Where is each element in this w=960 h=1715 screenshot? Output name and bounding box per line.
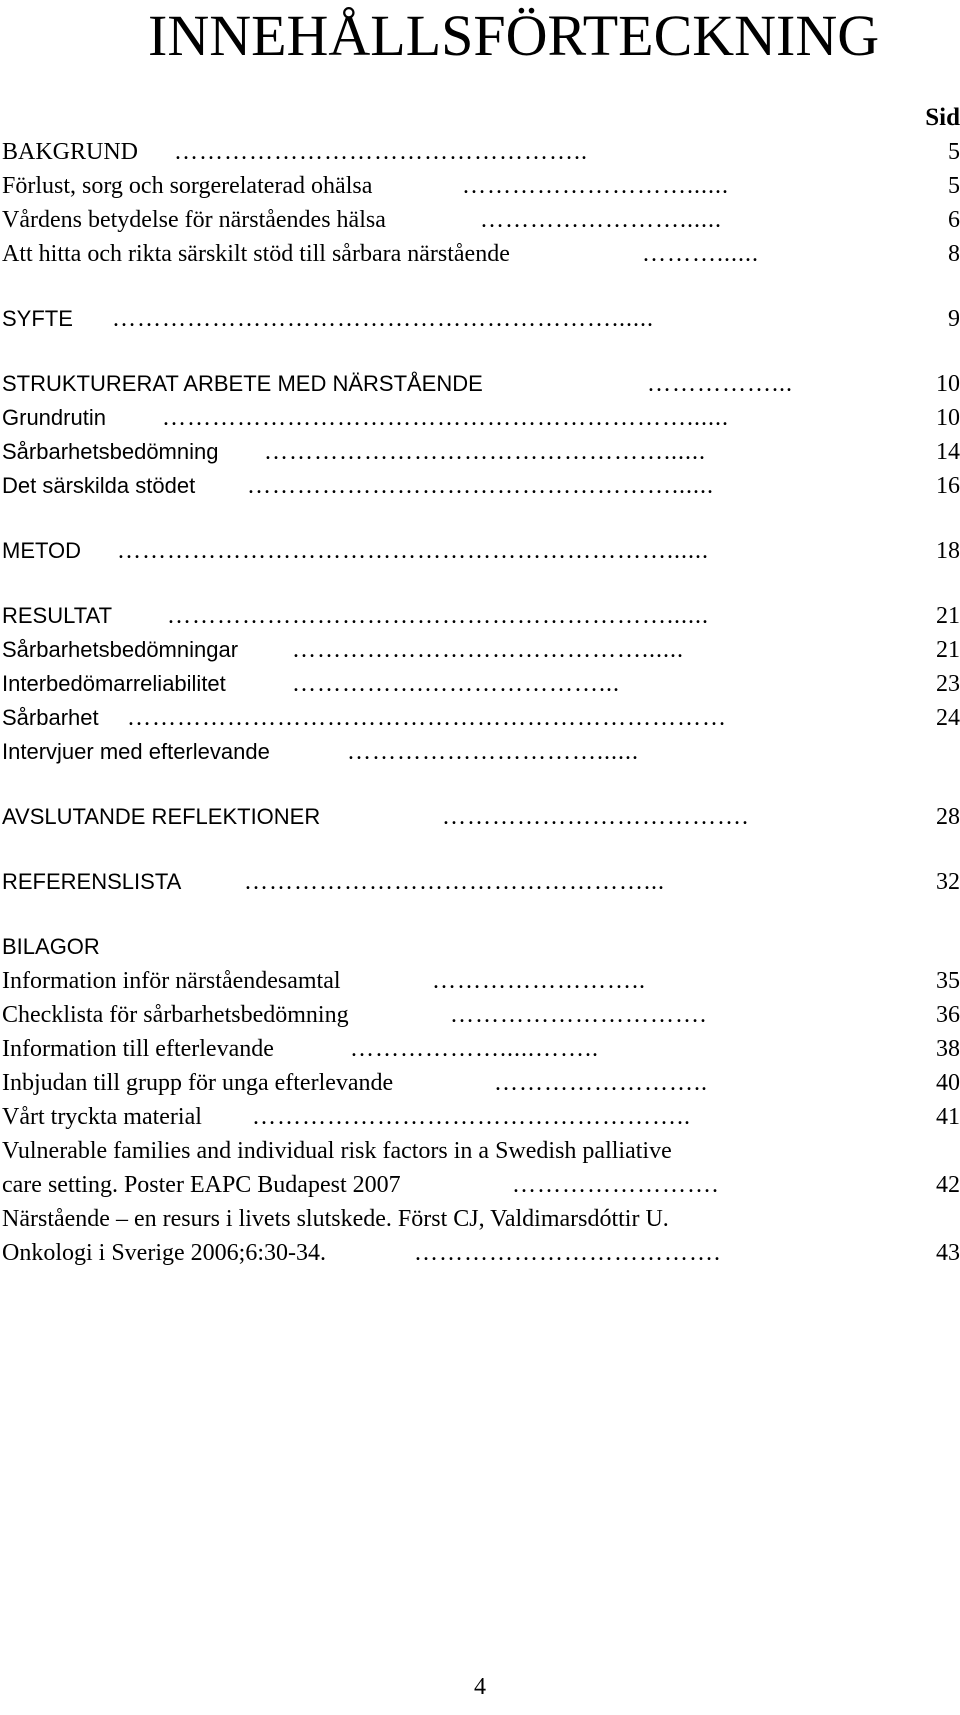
toc-label: BAKGRUND [2,139,139,165]
toc-page: 5 [948,139,960,165]
toc-page: 42 [936,1172,960,1198]
toc-leader: …………………………………………….. [252,1104,691,1130]
toc-entry-forlust [2,169,960,203]
toc-label: STRUKTURERAT ARBETE MED NÄRSTÅENDE [2,371,483,396]
toc-leader: ………………………………. [414,1240,721,1266]
toc-leader: ………...... [642,241,759,267]
toc-entry-bilagor [2,930,960,964]
toc-entry-information-till [2,1032,960,1066]
toc-entry-intervjuer [2,735,960,769]
toc-entry-bakgrund [2,135,960,169]
toc-entry-poster-eapc [2,1168,960,1202]
toc-leader: ……………... [647,371,793,397]
toc-label: AVSLUTANDE REFLEKTIONER [2,804,321,829]
toc-page: 40 [936,1070,960,1096]
toc-label: Närstående – en resurs i livets slutskede. Först CJ, Valdimarsdóttir U. [2,1206,669,1232]
page-title: INNEHÅLLSFÖRTECKNING [148,3,880,68]
toc-page: 10 [936,371,960,397]
toc-page: 18 [936,538,960,564]
toc-leader: ………………………………………….. [174,139,588,165]
toc-leader: …………………………………………………………...... [117,538,709,564]
toc-label: Information inför närståendesamtal [2,968,341,994]
toc-page: 6 [948,207,960,233]
toc-entry-checklista [2,998,960,1032]
toc-entry-syfte [2,302,960,336]
toc-page: 36 [936,1002,960,1028]
toc-label: Sårbarhetsbedömning [2,439,219,464]
toc-entry-referenslista [2,865,960,899]
toc-entry-narstaende-resurs [2,1202,960,1236]
toc-leader: …………………………. [450,1002,707,1028]
toc-leader: ……………………...... [480,207,722,233]
toc-leader: ……………………………………………………………… [127,705,727,731]
toc-label: Vulnerable families and individual risk factors in a Swedish palliative [2,1138,672,1164]
toc-label: Interbedömarreliabilitet [2,671,226,696]
toc-page: 43 [936,1240,960,1266]
toc-label: Sårbarhet [2,705,99,730]
toc-page: 35 [936,968,960,994]
toc-entry-inbjudan [2,1066,960,1100]
toc-page: 24 [936,705,960,731]
toc-leader: ……………………………………………...... [247,473,714,499]
toc-label: Det särskilda stödet [2,473,196,498]
toc-leader: ……………………………………………………...... [167,603,709,629]
toc-label: Att hitta och rikta särskilt stöd till sårbara närstående [2,241,510,267]
toc-entry-sarbarhet [2,701,960,735]
toc-leader: …………………………...... [347,739,639,765]
toc-label: Inbjudan till grupp för unga efterlevande [2,1070,394,1096]
toc-leader: ……………………………………………………...... [112,306,654,332]
toc-entry-onkologi [2,1236,960,1270]
toc-leader: ………………………...... [462,173,729,199]
toc-page: 14 [936,439,960,465]
toc-page: 5 [948,173,960,199]
page-number: 4 [474,1674,486,1700]
toc-page: 38 [936,1036,960,1062]
page-column-header: Sid [925,104,960,131]
toc-page: 16 [936,473,960,499]
toc-entry-grundrutin [2,401,960,435]
toc-label: Onkologi i Sverige 2006;6:30-34. [2,1240,326,1266]
toc-label: METOD [2,538,82,563]
toc-entry-vardens-betydelse [2,203,960,237]
toc-leader: ………………………………. [442,804,749,830]
toc-page: 41 [936,1104,960,1130]
toc-leader: …………………………………………... [244,869,665,895]
toc-entry-sarbarhetsbedomningar [2,633,960,667]
toc-leader: ……………………. [512,1172,719,1198]
toc-entry-interbedomarreliabilitet [2,667,960,701]
toc-page: 21 [936,603,960,629]
toc-leader: …………….…………………... [292,671,620,697]
toc-entry-strukturerat-arbete [2,367,960,401]
toc-leader: …………………….. [494,1070,708,1096]
toc-page: 9 [948,306,960,332]
toc-label: Vårt tryckta material [2,1104,202,1130]
toc-label: Vårdens betydelse för närståendes hälsa [2,207,386,233]
toc-entry-resultat [2,599,960,633]
toc-label: Sårbarhetsbedömningar [2,637,239,662]
toc-entry-vulnerable-families [2,1134,960,1168]
table-of-contents [2,135,960,1270]
toc-entry-information-infor [2,964,960,998]
toc-label: BILAGOR [2,934,100,959]
toc-entry-sarskilda-stodet [2,469,960,503]
toc-page: 23 [936,671,960,697]
toc-leader: ………………………………………………………...... [162,405,729,431]
toc-label: SYFTE [2,306,73,331]
toc-label: Förlust, sorg och sorgerelaterad ohälsa [2,173,373,199]
toc-leader: ……………….....…….. [350,1036,599,1062]
toc-page: 28 [936,804,960,830]
toc-label: REFERENSLISTA [2,869,182,894]
toc-entry-sarbarhetsbedomning [2,435,960,469]
toc-entry-att-hitta [2,237,960,271]
toc-leader: …………………….. [432,968,646,994]
toc-label: Grundrutin [2,405,106,430]
toc-label: RESULTAT [2,603,113,628]
toc-page: 21 [936,637,960,663]
toc-label: Information till efterlevande [2,1036,274,1062]
toc-label: Checklista för sårbarhetsbedömning [2,1002,349,1028]
toc-label: care setting. Poster EAPC Budapest 2007 [2,1172,401,1198]
toc-entry-metod [2,534,960,568]
toc-label: Intervjuer med efterlevande [2,739,270,764]
toc-entry-avslutande-reflektioner [2,800,960,834]
toc-page: 32 [936,869,960,895]
toc-entry-vart-tryckta [2,1100,960,1134]
toc-leader: ……………………………………...... [292,637,684,663]
toc-page: 10 [936,405,960,431]
toc-page: 8 [948,241,960,267]
toc-leader: …………………………………………...... [264,439,706,465]
